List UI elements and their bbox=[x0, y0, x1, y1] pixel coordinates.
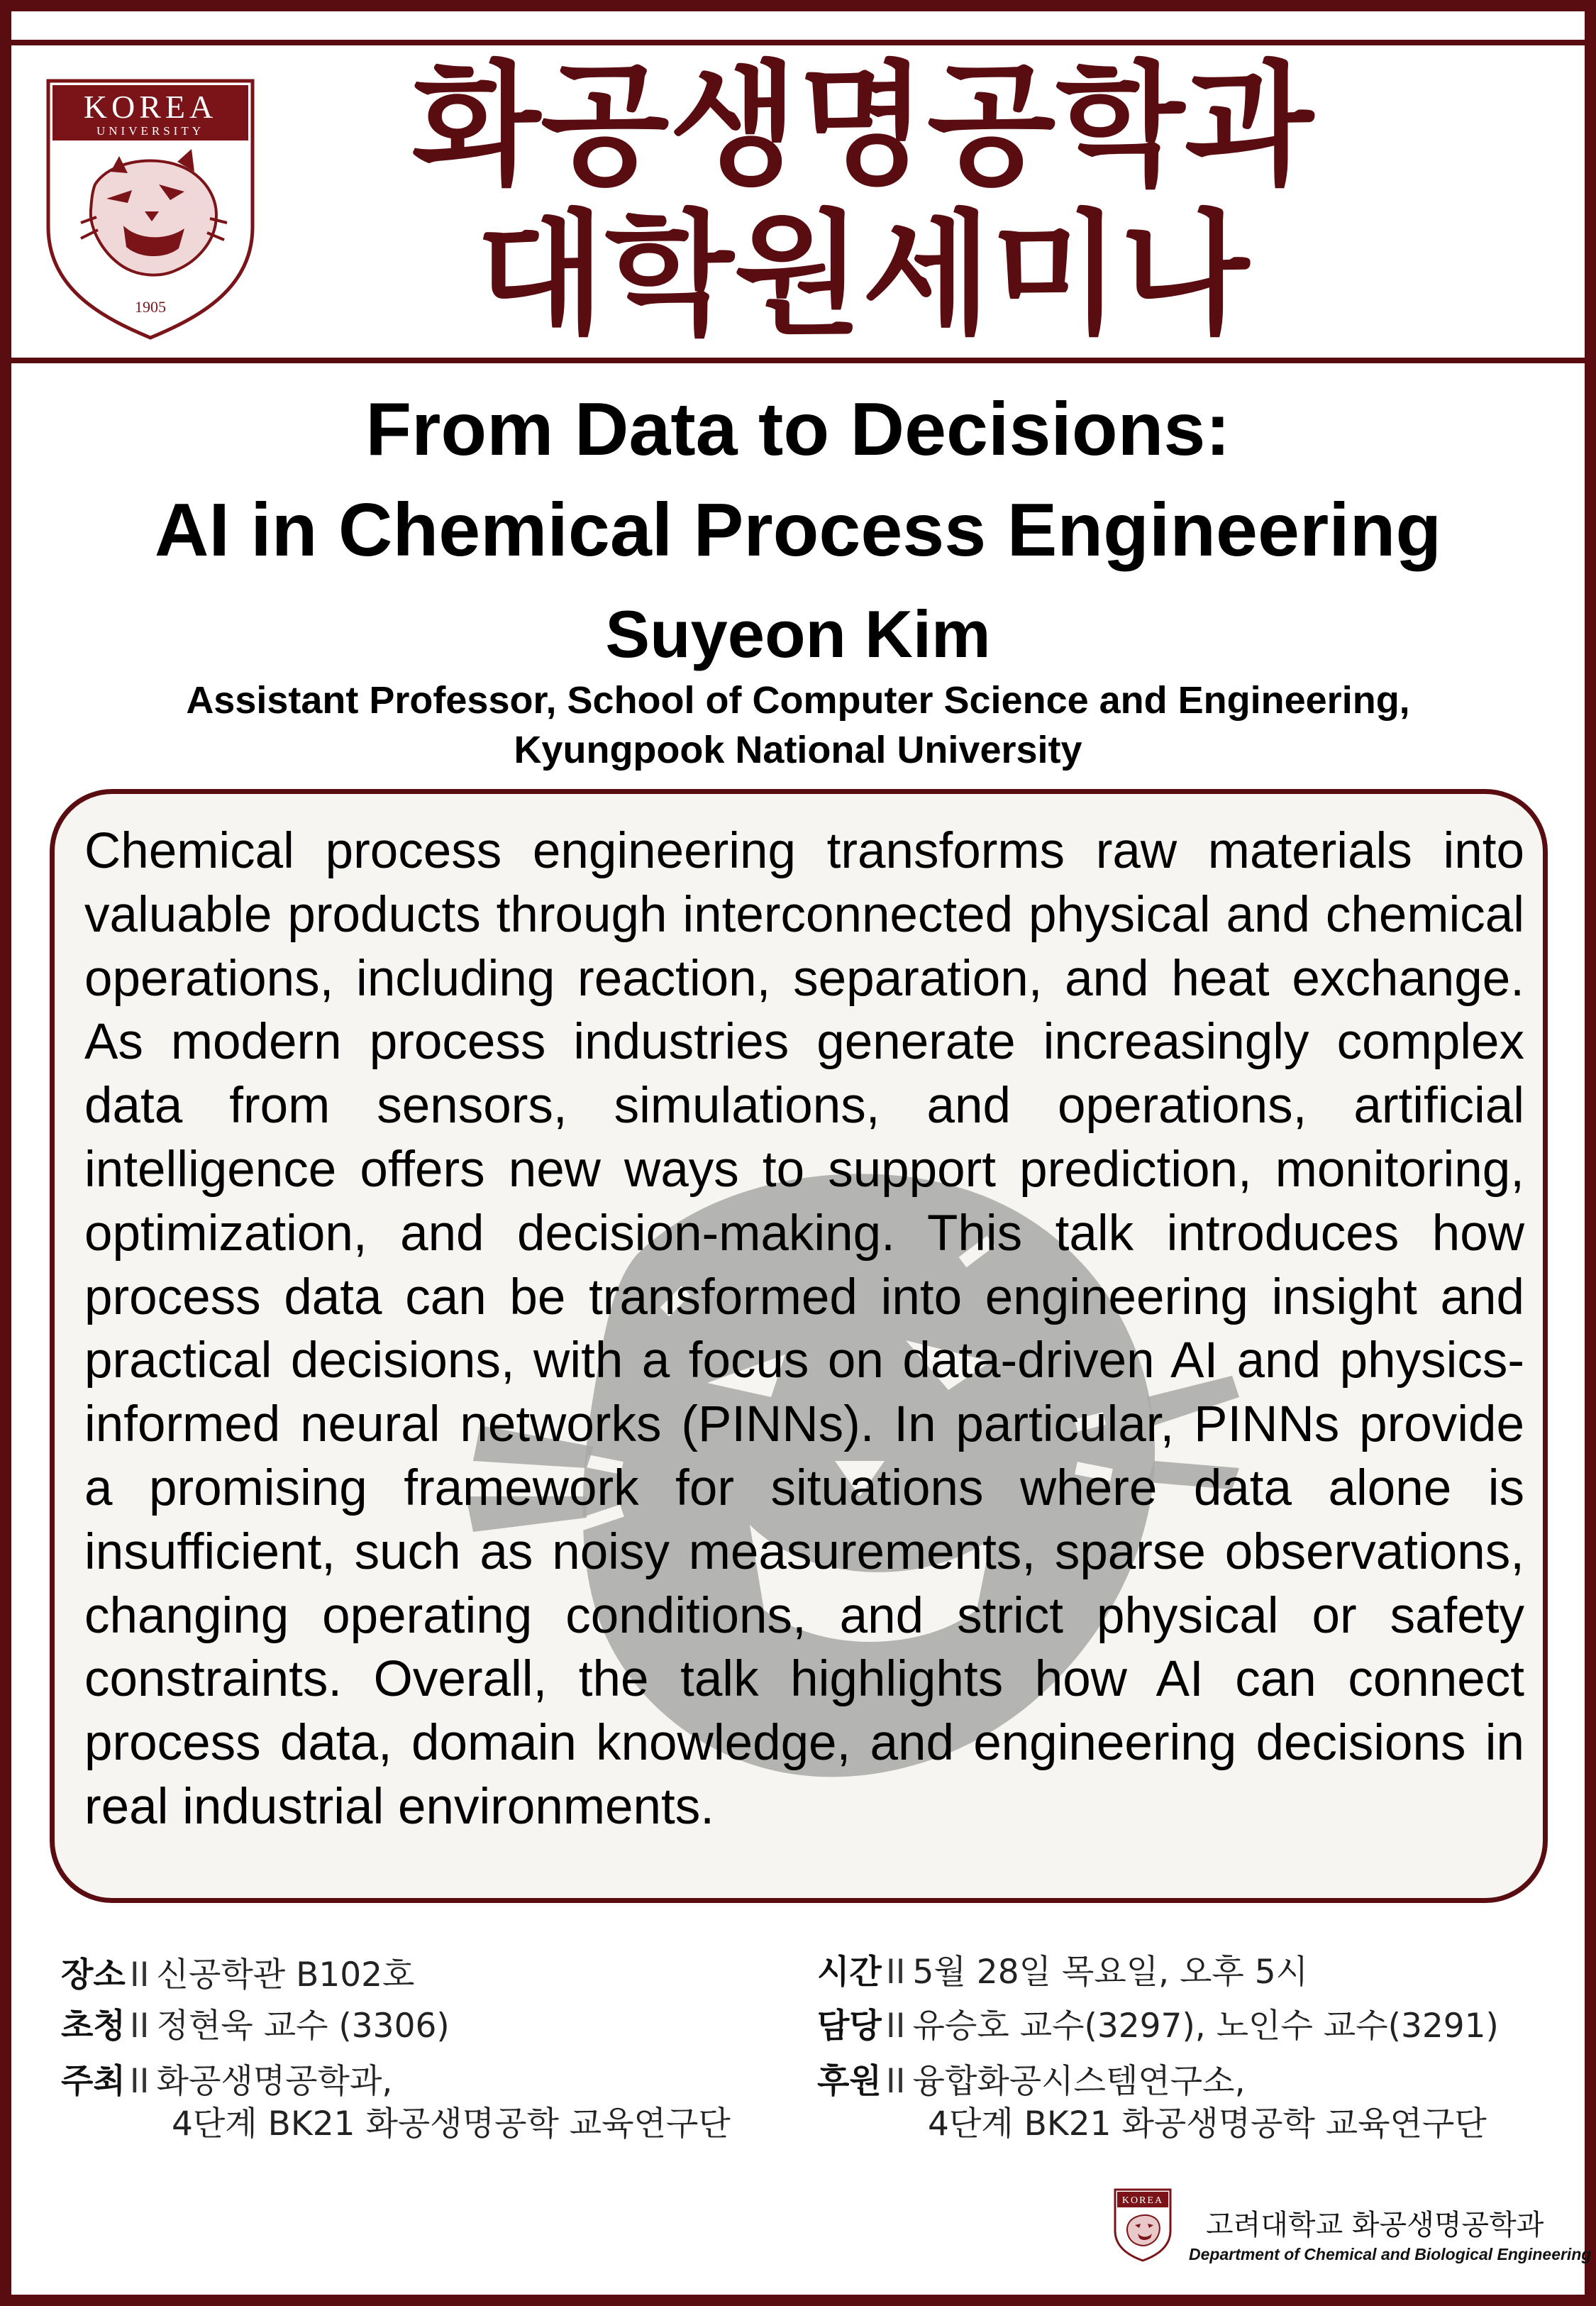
sponsor-value-line2: 4단계 BK21 화공생명공학 교육연구단 bbox=[928, 2104, 1487, 2144]
affiliation-line2: Kyungpook National University bbox=[514, 729, 1082, 771]
top-band bbox=[0, 0, 1596, 45]
place-label: 장소 bbox=[61, 1955, 126, 1995]
host-value: 정현욱 교수 (3306) bbox=[156, 2007, 450, 2046]
contact-label: 담당 bbox=[817, 2007, 882, 2046]
korean-title-line1: 화공생명공학과 bbox=[411, 48, 1314, 204]
speaker-name: Suyeon Kim bbox=[605, 597, 991, 671]
korea-university-crest bbox=[45, 78, 255, 341]
talk-title-line2: AI in Chemical Process Engineering bbox=[154, 488, 1442, 572]
organizer-label: 주최 bbox=[61, 2062, 126, 2101]
sponsor-row bbox=[817, 2062, 1246, 2101]
contact-row bbox=[817, 2007, 1499, 2046]
time-row bbox=[817, 1953, 1309, 1992]
separator: II bbox=[129, 2062, 150, 2101]
talk-title-line1: From Data to Decisions: bbox=[365, 387, 1231, 471]
organizer-row bbox=[61, 2062, 393, 2101]
crest-sub-text: UNIVERSITY bbox=[96, 124, 204, 138]
footer-dept-korean: 고려대학교 화공생명공학과 bbox=[1206, 2209, 1544, 2241]
place-row bbox=[61, 1955, 415, 1995]
organizer-value-line2: 4단계 BK21 화공생명공학 교육연구단 bbox=[172, 2104, 731, 2144]
crest-top-text: KOREA bbox=[83, 89, 218, 125]
affiliation-line1: Assistant Professor, School of Computer Science and Engineering, bbox=[186, 679, 1410, 722]
separator: II bbox=[129, 2007, 150, 2046]
organizer-value-line1: 화공생명공학과, bbox=[156, 2062, 393, 2101]
separator: II bbox=[885, 2062, 906, 2101]
separator: II bbox=[885, 2007, 906, 2046]
footer-crest-icon bbox=[1114, 2188, 1172, 2262]
abstract-text: Chemical process engineering transforms raw materials into valuable products through interconnected physical and chemical operations, including reaction, separation, and heat exchange. As modern process industries generate increasingly complex data from sensors, simulations, and operations, artificial intelligence offers new ways to support prediction, monitoring, optimization, and decision-making. This talk introduces how process data can be transformed into engineering insight and practical decisions, with a focus on data-driven AI and physics-informed neural networks (PINNs). In particular, PINNs provide a promising framework for situations where data alone is insufficient, such as noisy measurements, sparse observations, changing operating conditions, and strict physical or safety constraints. Overall, the talk highlights how AI can connect process data, domain knowledge, and engineering decisions in real industrial environments. bbox=[84, 823, 1524, 1835]
header bbox=[11, 45, 1585, 363]
host-row bbox=[61, 2007, 450, 2046]
host-label: 초청 bbox=[61, 2007, 126, 2046]
separator: II bbox=[129, 1955, 150, 1995]
separator: II bbox=[885, 1953, 906, 1992]
contact-value: 유승호 교수(3297), 노인수 교수(3291) bbox=[912, 2007, 1499, 2046]
sponsor-label: 후원 bbox=[817, 2062, 882, 2101]
crest-year: 1905 bbox=[135, 298, 166, 316]
place-value: 신공학관 B102호 bbox=[156, 1955, 415, 1995]
abstract-box bbox=[50, 789, 1548, 1903]
sponsor-value-line1: 융합화공시스템연구소, bbox=[912, 2062, 1246, 2101]
footer-crest-text: KOREA bbox=[1121, 2195, 1164, 2206]
time-value: 5월 28일 목요일, 오후 5시 bbox=[912, 1953, 1309, 1992]
korean-title-line2: 대학원세미나 bbox=[476, 197, 1249, 353]
footer-dept-english: Department of Chemical and Biological Engineering bbox=[1189, 2245, 1592, 2263]
time-label: 시간 bbox=[817, 1953, 882, 1992]
